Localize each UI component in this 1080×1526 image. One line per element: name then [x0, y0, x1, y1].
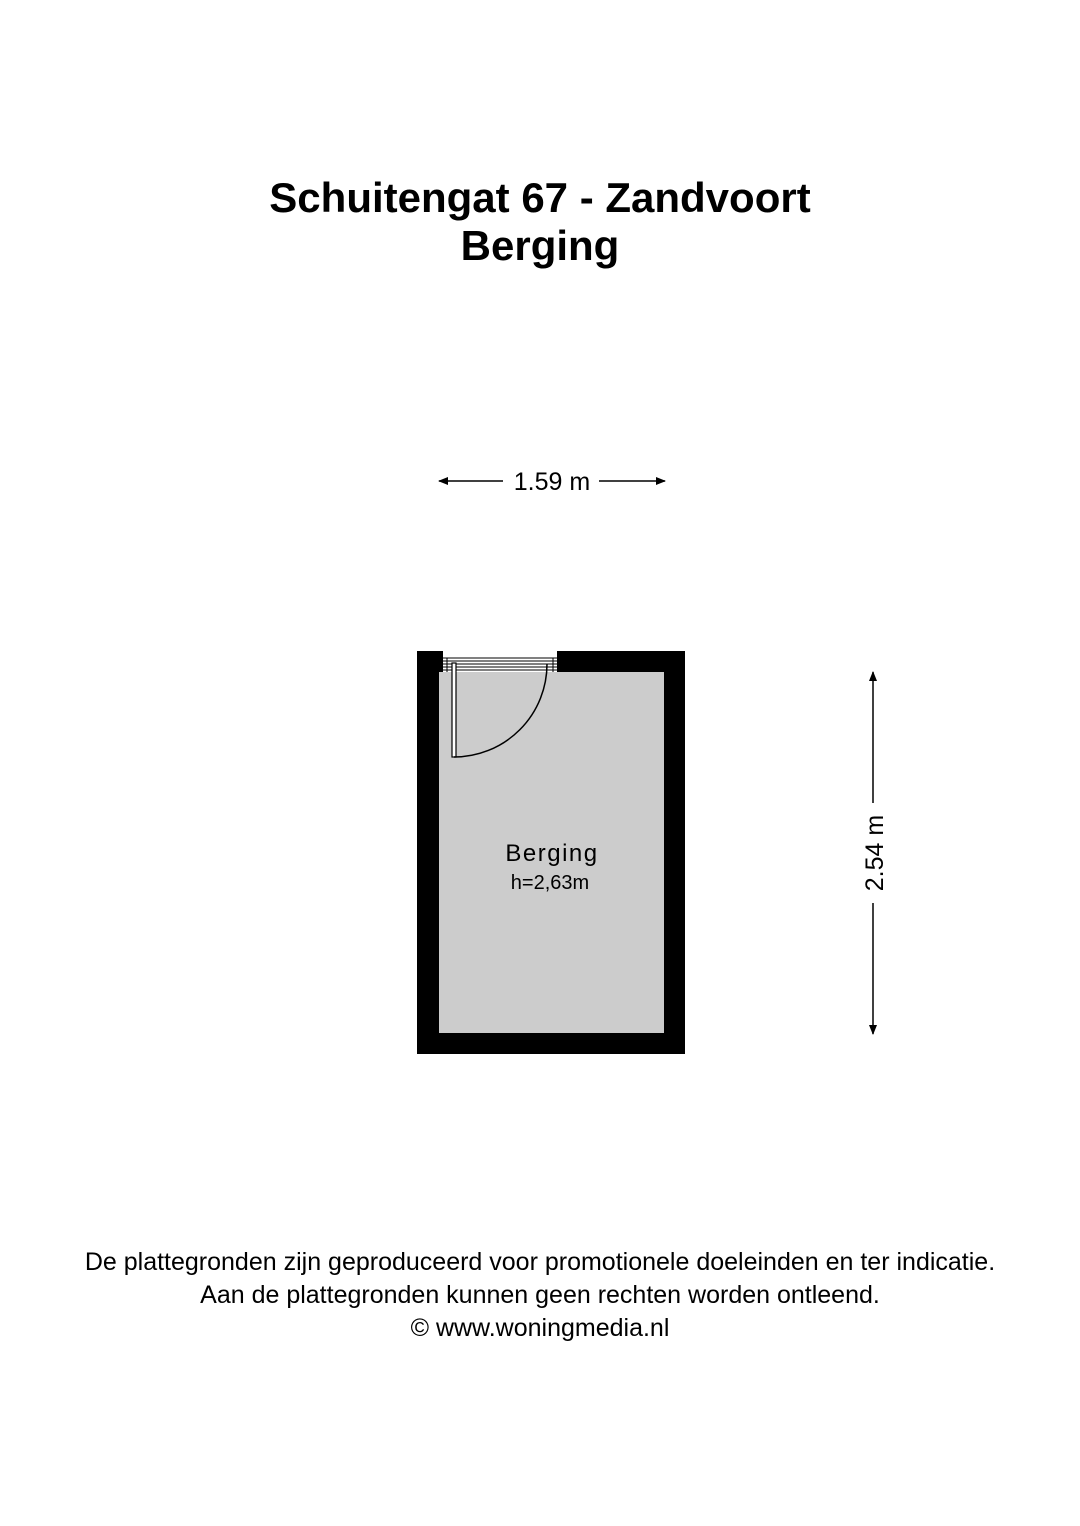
room-berging: [417, 651, 685, 1054]
depth-label: 2.54 m: [861, 814, 889, 892]
floor-title: Berging: [460, 222, 620, 269]
copyright: © www.woningmedia.nl: [410, 1314, 670, 1342]
width-label: 1.59 m: [513, 468, 591, 496]
disclaimer-line-2: Aan de plattegronden kunnen geen rechten worden ontleend.: [200, 1281, 880, 1309]
disclaimer-line-1: De plattegronden zijn geproduceerd voor promotionele doeleinden en ter indicatie.: [84, 1248, 996, 1276]
room-name: Berging: [505, 840, 599, 867]
width-dimension: [439, 468, 665, 496]
disclaimer: [0, 1246, 1080, 1345]
room-height: h=2,63m: [510, 872, 590, 894]
address-title: Schuitengat 67 - Zandvoort: [269, 174, 811, 221]
depth-dimension: [861, 672, 889, 1034]
